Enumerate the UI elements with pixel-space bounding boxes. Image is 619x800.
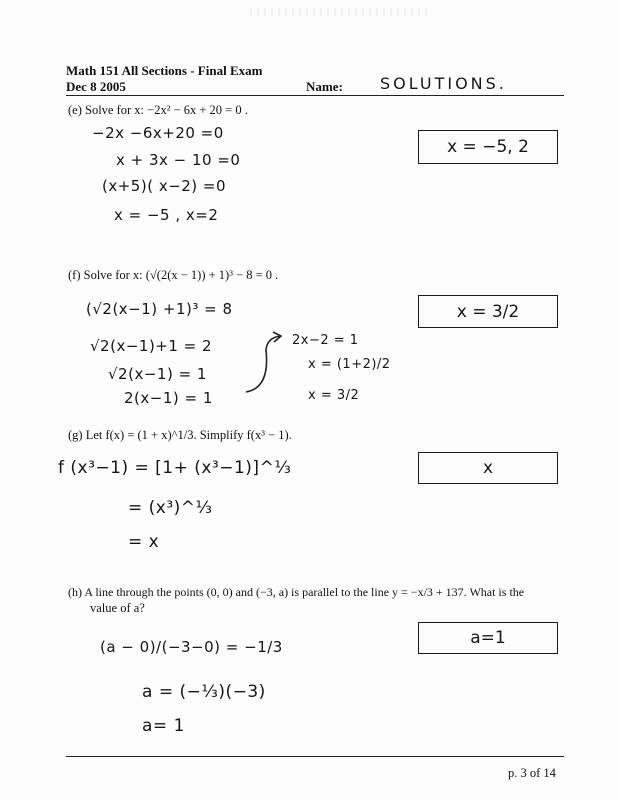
problem-h-answer-box: a=1 [418, 622, 558, 654]
problem-e-work-2: x + 3x − 10 =0 [116, 151, 241, 169]
arrow-connector [240, 330, 290, 400]
problem-e-work-3: (x+5)( x−2) =0 [102, 177, 227, 195]
problem-f-side-3: x = 3/2 [308, 388, 360, 403]
problem-f-side-1: 2x−2 = 1 [292, 333, 359, 348]
problem-e-answer-box: x = −5, 2 [418, 130, 558, 164]
footer-rule [66, 756, 564, 757]
page-number: p. 3 of 14 [508, 766, 556, 780]
problem-g-answer-box: x [418, 452, 558, 484]
problem-e-work-4: x = −5 , x=2 [114, 206, 219, 224]
header-rule [66, 95, 564, 96]
exam-title: Math 151 All Sections - Final Exam [66, 63, 263, 78]
problem-f-prompt: (f) Solve for x: (√(2(x − 1)) + 1)³ − 8 = 0 . [68, 268, 279, 282]
problem-e-prompt: (e) Solve for x: −2x² − 6x + 20 = 0 . [68, 103, 248, 117]
problem-f-answer-box: x = 3/2 [418, 295, 558, 328]
problem-e-work-1: −2x −6x+20 =0 [92, 124, 224, 142]
problem-f-side-2: x = (1+2)/2 [308, 357, 391, 372]
problem-f-work-2: √2(x−1)+1 = 2 [90, 337, 213, 355]
problem-g-work-3: = x [128, 532, 160, 552]
problem-g-work-1: f (x³−1) = [1+ (x³−1)]^⅓ [58, 458, 292, 478]
problem-h-prompt-line1: (h) A line through the points (0, 0) and (−3, a) is parallel to the line y = −x/3 + 137. What is the [68, 585, 525, 599]
exam-date: Dec 8 2005 [66, 79, 126, 94]
problem-h-prompt-line2: value of a? [90, 601, 145, 615]
problem-h-work-1: (a − 0)/(−3−0) = −1/3 [100, 638, 283, 656]
name-label: Name: [306, 79, 343, 94]
problem-g-prompt: (g) Let f(x) = (1 + x)^1/3. Simplify f(x³ − 1). [68, 428, 292, 442]
name-value: SOLUTIONS. [380, 74, 507, 93]
problem-h-work-3: a= 1 [142, 716, 185, 736]
problem-f-work-4: 2(x−1) = 1 [124, 389, 213, 407]
scan-noise [250, 8, 430, 16]
problem-g-work-2: = (x³)^⅓ [128, 498, 213, 518]
problem-h-work-2: a = (−⅓)(−3) [142, 682, 266, 702]
problem-f-work-3: √2(x−1) = 1 [108, 365, 207, 383]
problem-f-work-1: (√2(x−1) +1)³ = 8 [86, 300, 233, 318]
